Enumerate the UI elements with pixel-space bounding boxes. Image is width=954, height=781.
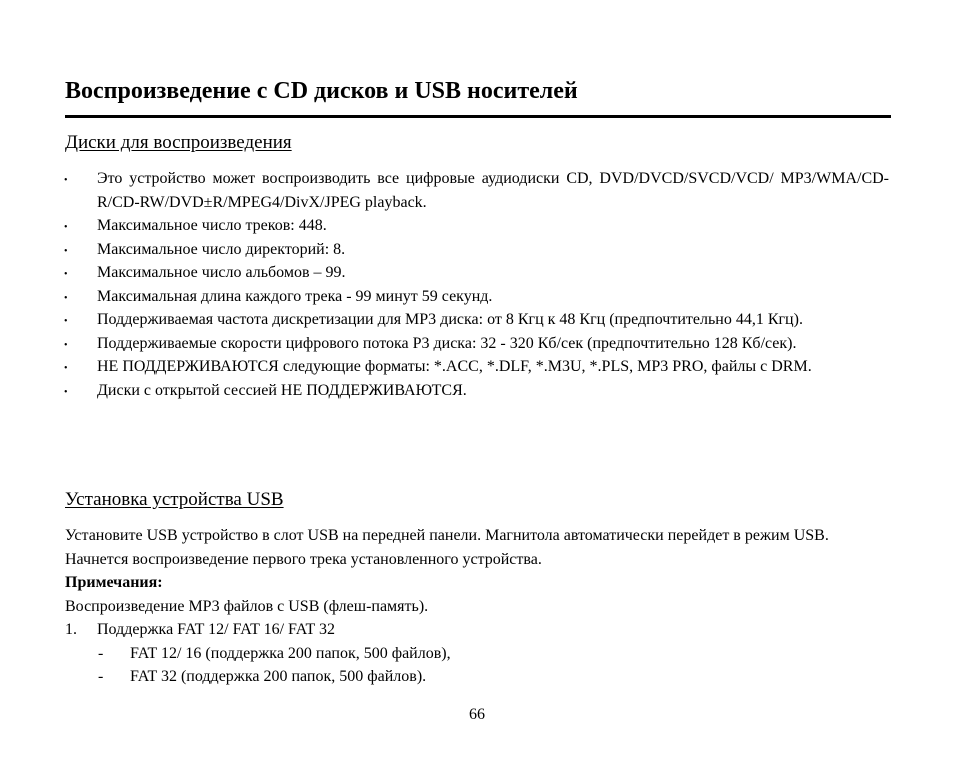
bullet-icon: • — [64, 222, 68, 233]
list-item-text: Максимальная длина каждого трека - 99 минут 59 секунд. — [97, 287, 493, 305]
list-item — [65, 379, 889, 403]
sub-list-item — [65, 665, 891, 689]
title-divider — [65, 115, 891, 118]
notes-text: Воспроизведение MP3 файлов с USB (флеш-память). — [65, 597, 429, 615]
usb-section-heading: Установка устройства USB — [65, 489, 284, 510]
sub-item-text: FAT 12/ 16 (поддержка 200 папок, 500 файлов), — [130, 644, 451, 662]
dash-icon: - — [98, 668, 104, 685]
list-item-text: Максимальное число директорий: 8. — [97, 240, 346, 258]
bullet-icon: • — [64, 363, 68, 374]
bullet-icon: • — [64, 339, 68, 351]
list-item — [65, 214, 889, 238]
dash-icon: - — [98, 644, 104, 662]
list-item-text: Поддерживаемые скорости цифрового потока P3 диска: 32 - 320 Кб/сек (предпочтительно 128 Кб/сек). — [97, 334, 797, 352]
list-item-text: Поддерживаемая частота дискретизации для MP3 диска: от 8 Кгц к 48 Кгц (предпочтительно 44,1 Кгц). — [97, 311, 803, 328]
bullet-icon: • — [64, 269, 68, 280]
notes-label: Примечания: — [65, 574, 163, 591]
numbered-item-text: Поддержка FAT 12/ FAT 16/ FAT 32 — [97, 621, 335, 638]
usb-section-body — [65, 524, 891, 689]
discs-section-heading: Диски для воспроизведения — [65, 132, 292, 153]
list-item — [65, 238, 889, 262]
list-item-text: Это устройство может воспроизводить все цифровые аудиодиски CD, DVD/DVCD/SVCD/VCD/ MP3/WMA/CD-R/CD-RW/DVD±R/MPEG4/DivX/JPEG playback. — [97, 170, 889, 211]
list-item-text: Диски с открытой сессией НЕ ПОДДЕРЖИВАЮТСЯ. — [97, 381, 467, 399]
list-item-text: Максимальное число треков: 448. — [97, 217, 327, 234]
page-title: Воспроизведение с CD дисков и USB носителей — [65, 78, 578, 104]
bullet-icon: • — [64, 386, 68, 398]
usb-paragraph: Установите USB устройство в слот USB на передней панели. Магнитола автоматически перейдет в режим USB. Начнется воспроизведение первого трека установленного устройства. — [65, 527, 829, 568]
list-item — [65, 355, 889, 379]
bullet-icon: • — [64, 316, 68, 327]
list-item — [65, 167, 889, 214]
page-number: 66 — [469, 706, 485, 723]
list-item-text: Максимальное число альбомов – 99. — [97, 264, 346, 281]
list-item — [65, 285, 889, 309]
list-item — [65, 308, 889, 332]
list-item — [65, 332, 889, 356]
sub-item-text: FAT 32 (поддержка 200 папок, 500 файлов). — [130, 668, 427, 685]
list-item-text: НЕ ПОДДЕРЖИВАЮТСЯ следующие форматы: *.ACC, *.DLF, *.M3U, *.PLS, MP3 PRO, файлы с DRM. — [97, 358, 812, 375]
list-item — [65, 261, 889, 285]
bullet-icon: • — [64, 245, 68, 257]
numbered-item — [65, 618, 891, 642]
sub-list-item — [65, 642, 891, 666]
bullet-icon: • — [64, 175, 68, 186]
item-number: 1. — [65, 621, 77, 638]
discs-bullet-list — [65, 167, 889, 402]
bullet-icon: • — [64, 292, 68, 304]
